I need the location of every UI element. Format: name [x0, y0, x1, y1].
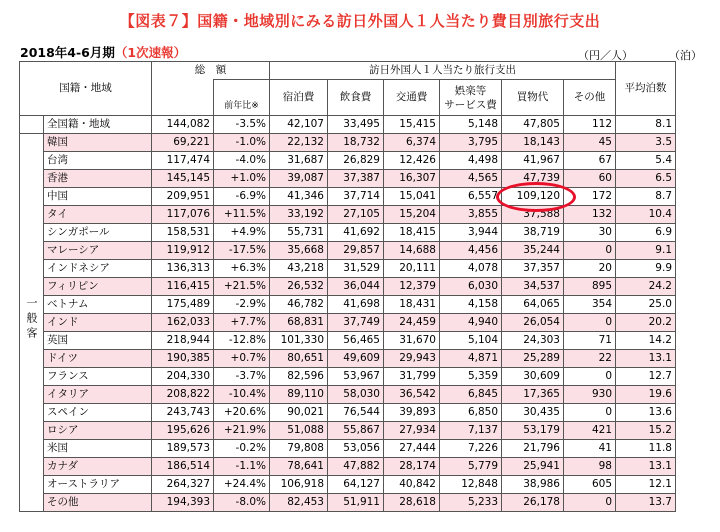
header-nights: 平均泊数: [616, 62, 676, 116]
cell-ent: 3,855: [440, 206, 502, 224]
cell-food: 37,387: [328, 170, 384, 188]
country-name: ロシア: [44, 422, 152, 440]
cell-shopping: 38,719: [502, 224, 564, 242]
cell-ent: 6,845: [440, 386, 502, 404]
cell-other: 71: [564, 332, 616, 350]
header-total: 総 額: [152, 62, 270, 80]
country-name: 台湾: [44, 152, 152, 170]
cell-shopping: 18,143: [502, 134, 564, 152]
cell-food: 64,127: [328, 476, 384, 494]
cell-food: 51,911: [328, 494, 384, 512]
cell-lodging: 39,087: [270, 170, 328, 188]
cell-shopping: 109,120: [502, 188, 564, 206]
cell-yoy: -17.5%: [214, 242, 270, 260]
cell-other: 605: [564, 476, 616, 494]
cell-total: 117,076: [152, 206, 214, 224]
cell-other: 354: [564, 296, 616, 314]
cell-lodging: 89,110: [270, 386, 328, 404]
cell-ent: 12,848: [440, 476, 502, 494]
cell-yoy: -0.2%: [214, 440, 270, 458]
cell-shopping: 24,303: [502, 332, 564, 350]
cell-food: 31,529: [328, 260, 384, 278]
cell-ent: 5,359: [440, 368, 502, 386]
cell-ent: 3,944: [440, 224, 502, 242]
table-row: [20, 332, 676, 350]
country-name: フランス: [44, 368, 152, 386]
cell-lodging: 46,782: [270, 296, 328, 314]
country-name: 中国: [44, 188, 152, 206]
header-per-person: 訪日外国人１人当たり旅行支出: [270, 62, 616, 80]
cell-food: 47,882: [328, 458, 384, 476]
cell-total: 209,951: [152, 188, 214, 206]
cell-yoy: -4.0%: [214, 152, 270, 170]
cell-ent: 4,940: [440, 314, 502, 332]
cell-nights: 13.1: [616, 458, 676, 476]
cell-lodging: 101,330: [270, 332, 328, 350]
row-spacer: [20, 116, 44, 134]
cell-food: 41,692: [328, 224, 384, 242]
cell-shopping: 64,065: [502, 296, 564, 314]
cell-nights: 5.4: [616, 152, 676, 170]
cell-shopping: 37,588: [502, 206, 564, 224]
country-name: ベトナム: [44, 296, 152, 314]
header-yoy: 前年比※: [214, 80, 270, 116]
country-name: フィリピン: [44, 278, 152, 296]
cell-total: 195,626: [152, 422, 214, 440]
cell-total: 189,573: [152, 440, 214, 458]
cell-ent: 4,565: [440, 170, 502, 188]
cell-lodging: 51,088: [270, 422, 328, 440]
cell-transport: 27,934: [384, 422, 440, 440]
cell-total: 117,474: [152, 152, 214, 170]
cell-shopping: 26,178: [502, 494, 564, 512]
cell-nights: 19.6: [616, 386, 676, 404]
cell-nights: 10.4: [616, 206, 676, 224]
cell-other: 41: [564, 440, 616, 458]
cell-transport: 15,204: [384, 206, 440, 224]
cell-nights: 11.8: [616, 440, 676, 458]
cell-yoy: +21.9%: [214, 422, 270, 440]
cell-transport: 36,542: [384, 386, 440, 404]
cell-food: 18,732: [328, 134, 384, 152]
table-row: [20, 278, 676, 296]
country-name: シンガポール: [44, 224, 152, 242]
cell-ent: 5,233: [440, 494, 502, 512]
cell-yoy: +6.3%: [214, 260, 270, 278]
cell-food: 29,857: [328, 242, 384, 260]
cell-other: 0: [564, 368, 616, 386]
cell-shopping: 53,179: [502, 422, 564, 440]
cell-nights: 20.2: [616, 314, 676, 332]
cell-ent: 4,078: [440, 260, 502, 278]
table-row: [20, 206, 676, 224]
cell-nights: 25.0: [616, 296, 676, 314]
period-label: [20, 43, 186, 61]
group-label-text: 一般客: [25, 297, 38, 342]
cell-ent: 3,795: [440, 134, 502, 152]
cell-yoy: -1.0%: [214, 134, 270, 152]
cell-shopping: 47,739: [502, 170, 564, 188]
cell-shopping: 25,289: [502, 350, 564, 368]
cell-yoy: +0.7%: [214, 350, 270, 368]
cell-ent: 7,226: [440, 440, 502, 458]
cell-shopping: 17,365: [502, 386, 564, 404]
cell-shopping: 26,054: [502, 314, 564, 332]
cell-total: 243,743: [152, 404, 214, 422]
cell-transport: 27,444: [384, 440, 440, 458]
cell-lodging: 55,731: [270, 224, 328, 242]
cell-transport: 40,842: [384, 476, 440, 494]
table-row: [20, 116, 676, 134]
table-row: [20, 404, 676, 422]
cell-other: 60: [564, 170, 616, 188]
cell-transport: 20,111: [384, 260, 440, 278]
table-row: [20, 458, 676, 476]
cell-lodging: 106,918: [270, 476, 328, 494]
cell-transport: 18,431: [384, 296, 440, 314]
cell-transport: 14,688: [384, 242, 440, 260]
cell-lodging: 82,596: [270, 368, 328, 386]
cell-lodging: 82,453: [270, 494, 328, 512]
header-food: 飲食費: [328, 80, 384, 116]
cell-ent: 4,498: [440, 152, 502, 170]
cell-ent: 6,557: [440, 188, 502, 206]
cell-yoy: -3.7%: [214, 368, 270, 386]
cell-nights: 8.1: [616, 116, 676, 134]
cell-lodging: 33,192: [270, 206, 328, 224]
cell-ent: 7,137: [440, 422, 502, 440]
cell-yoy: -1.1%: [214, 458, 270, 476]
cell-total: 162,033: [152, 314, 214, 332]
cell-other: 0: [564, 242, 616, 260]
cell-lodging: 22,132: [270, 134, 328, 152]
cell-nights: 6.5: [616, 170, 676, 188]
cell-food: 33,495: [328, 116, 384, 134]
country-name: スペイン: [44, 404, 152, 422]
table-row: [20, 350, 676, 368]
table-row: [20, 422, 676, 440]
cell-other: 30: [564, 224, 616, 242]
table-row: [20, 368, 676, 386]
cell-food: 36,044: [328, 278, 384, 296]
page-title: 【図表７】国籍・地域別にみる訪日外国人１人当たり費目別旅行支出: [119, 12, 601, 30]
cell-other: 421: [564, 422, 616, 440]
cell-transport: 31,670: [384, 332, 440, 350]
cell-shopping: 25,941: [502, 458, 564, 476]
country-name: インドネシア: [44, 260, 152, 278]
cell-food: 49,609: [328, 350, 384, 368]
cell-other: 67: [564, 152, 616, 170]
cell-nights: 14.2: [616, 332, 676, 350]
cell-nights: 3.5: [616, 134, 676, 152]
cell-lodging: 35,668: [270, 242, 328, 260]
cell-yoy: +20.6%: [214, 404, 270, 422]
cell-yoy: -6.9%: [214, 188, 270, 206]
unit-nights: （泊）: [669, 49, 702, 62]
cell-shopping: 30,435: [502, 404, 564, 422]
cell-yoy: -8.0%: [214, 494, 270, 512]
header-other: その他: [564, 80, 616, 116]
cell-transport: 6,374: [384, 134, 440, 152]
cell-lodging: 31,687: [270, 152, 328, 170]
cell-shopping: 30,609: [502, 368, 564, 386]
unit-yen: （円／人）: [578, 49, 633, 62]
expenditure-table: [19, 61, 676, 512]
cell-lodging: 90,021: [270, 404, 328, 422]
country-name: 全国籍・地域: [44, 116, 152, 134]
cell-ent: 5,104: [440, 332, 502, 350]
country-name: インド: [44, 314, 152, 332]
cell-food: 37,749: [328, 314, 384, 332]
table-row: [20, 494, 676, 512]
cell-yoy: +1.0%: [214, 170, 270, 188]
cell-shopping: 21,796: [502, 440, 564, 458]
cell-food: 26,829: [328, 152, 384, 170]
cell-total: 175,489: [152, 296, 214, 314]
cell-nights: 9.9: [616, 260, 676, 278]
cell-other: 112: [564, 116, 616, 134]
country-name: 香港: [44, 170, 152, 188]
cell-lodging: 43,218: [270, 260, 328, 278]
cell-transport: 15,415: [384, 116, 440, 134]
cell-transport: 31,799: [384, 368, 440, 386]
cell-transport: 16,307: [384, 170, 440, 188]
cell-yoy: -2.9%: [214, 296, 270, 314]
cell-shopping: 47,805: [502, 116, 564, 134]
table-row: [20, 242, 676, 260]
table-row: [20, 296, 676, 314]
cell-yoy: -10.4%: [214, 386, 270, 404]
country-name: 米国: [44, 440, 152, 458]
cell-shopping: 34,537: [502, 278, 564, 296]
country-name: 英国: [44, 332, 152, 350]
cell-transport: 15,041: [384, 188, 440, 206]
cell-total: 218,944: [152, 332, 214, 350]
cell-ent: 4,871: [440, 350, 502, 368]
cell-total: 158,531: [152, 224, 214, 242]
table-row: [20, 314, 676, 332]
cell-shopping: 35,244: [502, 242, 564, 260]
cell-food: 55,867: [328, 422, 384, 440]
cell-food: 58,030: [328, 386, 384, 404]
cell-food: 27,105: [328, 206, 384, 224]
cell-yoy: +21.5%: [214, 278, 270, 296]
cell-food: 76,544: [328, 404, 384, 422]
cell-ent: 6,850: [440, 404, 502, 422]
cell-food: 53,056: [328, 440, 384, 458]
cell-total: 69,221: [152, 134, 214, 152]
cell-ent: 4,456: [440, 242, 502, 260]
cell-other: 22: [564, 350, 616, 368]
cell-total: 145,145: [152, 170, 214, 188]
cell-lodging: 68,831: [270, 314, 328, 332]
cell-transport: 18,415: [384, 224, 440, 242]
cell-total: 208,822: [152, 386, 214, 404]
cell-nights: 13.6: [616, 404, 676, 422]
table-row: [20, 170, 676, 188]
cell-yoy: +4.9%: [214, 224, 270, 242]
cell-total: 136,313: [152, 260, 214, 278]
cell-transport: 12,426: [384, 152, 440, 170]
country-name: オーストラリア: [44, 476, 152, 494]
cell-food: 56,465: [328, 332, 384, 350]
cell-nights: 8.7: [616, 188, 676, 206]
cell-other: 20: [564, 260, 616, 278]
cell-food: 37,714: [328, 188, 384, 206]
table-body: [20, 116, 676, 512]
cell-other: 930: [564, 386, 616, 404]
header-country: 国籍・地域: [20, 62, 152, 116]
cell-transport: 28,174: [384, 458, 440, 476]
cell-total: 186,514: [152, 458, 214, 476]
cell-total: 144,082: [152, 116, 214, 134]
cell-total: 194,393: [152, 494, 214, 512]
cell-transport: 24,459: [384, 314, 440, 332]
cell-lodging: 80,651: [270, 350, 328, 368]
cell-ent: 6,030: [440, 278, 502, 296]
cell-yoy: -3.5%: [214, 116, 270, 134]
country-name: ドイツ: [44, 350, 152, 368]
cell-shopping: 37,357: [502, 260, 564, 278]
table-row: [20, 224, 676, 242]
cell-total: 264,327: [152, 476, 214, 494]
cell-yoy: +11.5%: [214, 206, 270, 224]
cell-nights: 12.1: [616, 476, 676, 494]
country-name: マレーシア: [44, 242, 152, 260]
cell-transport: 12,379: [384, 278, 440, 296]
cell-nights: 13.1: [616, 350, 676, 368]
cell-lodging: 41,346: [270, 188, 328, 206]
country-name: イタリア: [44, 386, 152, 404]
header-entertainment: 娯楽等 サービス費: [440, 80, 502, 116]
cell-other: 45: [564, 134, 616, 152]
cell-other: 172: [564, 188, 616, 206]
cell-transport: 28,618: [384, 494, 440, 512]
cell-food: 53,967: [328, 368, 384, 386]
header-lodging: 宿泊費: [270, 80, 328, 116]
group-label: [20, 134, 44, 512]
cell-ent: 5,779: [440, 458, 502, 476]
country-name: カナダ: [44, 458, 152, 476]
cell-nights: 9.1: [616, 242, 676, 260]
cell-other: 0: [564, 314, 616, 332]
cell-lodging: 42,107: [270, 116, 328, 134]
cell-total: 119,912: [152, 242, 214, 260]
country-name: その他: [44, 494, 152, 512]
cell-ent: 5,148: [440, 116, 502, 134]
table-row: [20, 260, 676, 278]
cell-nights: 24.2: [616, 278, 676, 296]
period-note: （1次速報）: [114, 45, 187, 60]
header-transport: 交通費: [384, 80, 440, 116]
header-shopping: 買物代: [502, 80, 564, 116]
country-name: タイ: [44, 206, 152, 224]
cell-yoy: -12.8%: [214, 332, 270, 350]
cell-lodging: 79,808: [270, 440, 328, 458]
table-row: [20, 440, 676, 458]
cell-other: 0: [564, 494, 616, 512]
cell-other: 0: [564, 404, 616, 422]
cell-other: 98: [564, 458, 616, 476]
table-row: [20, 476, 676, 494]
cell-other: 132: [564, 206, 616, 224]
cell-nights: 6.9: [616, 224, 676, 242]
cell-transport: 29,943: [384, 350, 440, 368]
cell-nights: 15.2: [616, 422, 676, 440]
cell-total: 204,330: [152, 368, 214, 386]
country-name: 韓国: [44, 134, 152, 152]
table-row: [20, 386, 676, 404]
cell-nights: 12.7: [616, 368, 676, 386]
cell-shopping: 38,986: [502, 476, 564, 494]
cell-lodging: 26,532: [270, 278, 328, 296]
table-row: [20, 152, 676, 170]
table-row: [20, 188, 676, 206]
cell-nights: 13.7: [616, 494, 676, 512]
cell-ent: 4,158: [440, 296, 502, 314]
cell-yoy: +7.7%: [214, 314, 270, 332]
cell-total: 116,415: [152, 278, 214, 296]
cell-lodging: 78,641: [270, 458, 328, 476]
cell-shopping: 41,967: [502, 152, 564, 170]
cell-total: 190,385: [152, 350, 214, 368]
cell-transport: 39,893: [384, 404, 440, 422]
cell-other: 895: [564, 278, 616, 296]
cell-food: 41,698: [328, 296, 384, 314]
period-main: 2018年4-6月期: [20, 45, 115, 60]
cell-yoy: +24.4%: [214, 476, 270, 494]
table-row: [20, 134, 676, 152]
